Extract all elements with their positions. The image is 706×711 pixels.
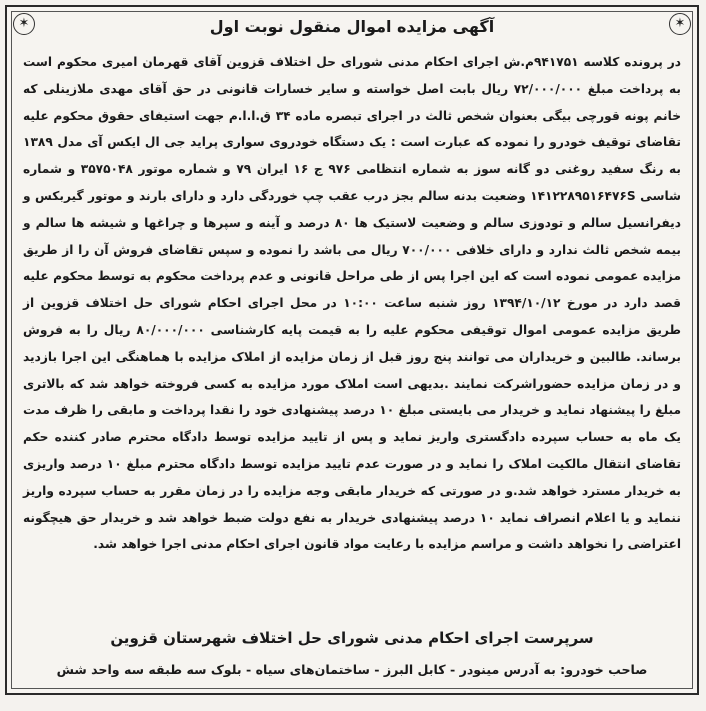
notice-signature: سرپرست اجرای احکام مدنی شورای حل اختلاف شهرستان قزوین	[110, 629, 594, 647]
notice-body: در پرونده کلاسه ۹۴۱۷۵۱م.ش اجرای احکام مدنی شورای حل اختلاف قزوین آقای قهرمان امیری محکوم است به پرداخت مبلغ ۷۲/۰۰۰/۰۰۰ ریال بابت اصل خواسته و سایر خسارات قانونی در حق آقای مهدی ملازینلی که خانم پونه قورچی بیگی بعنوان شخص ثالث در اجرای تبصره ماده ۳۴ ق.ا.ا.م جهت استیفای حقوق محکوم علیه تقاضای توقیف خودرو را نموده که عبارت است : یک دستگاه خودروی سواری پراید جی ال ایکس آی مدل ۱۳۸۹ به رنگ سفید روغنی دو گانه سوز به شماره انتظامی ۹۷۶ ج ۱۶ ایران ۷۹ و شماره موتور ۳۵۷۵۰۴۸ و شماره شاسی ۱۴۱۲۲۸۹۵۱۶۴۷۶S وضعیت بدنه سالم بجز درب عقب چپ خوردگی دارد و دارای بارند و موتور گیربکس و دیفرانسیل سالم و تودوزی سالم و وضعیت لاستیک ها ۸۰ درصد و آینه و سپرها و چراغها و شیشه ها سالم و بیمه شخص ثالث ندارد و دارای خلافی ۷۰۰/۰۰۰ ریال می باشد را نموده و سپس تقاضای فروش آن را از طریق مزایده عمومی نموده است که این اجرا پس از طی مراحل قانونی و عدم پرداخت محکوم به توسط محکوم علیه قصد دارد در مورخ ۱۳۹۴/۱۰/۱۲ روز شنبه ساعت ۱۰:۰۰ در محل اجرای احکام شورای حل اختلاف قزوین از طریق مزایده عمومی اموال توقیفی محکوم علیه را به قیمت پایه کارشناسی ۸۰/۰۰۰/۰۰۰ ریال را به فروش برساند. طالبین و خریداران می توانند پنج روز قبل از زمان مزایده از املاک مزایده با هماهنگی این اجرا بازدید و در زمان مزایده حضوراشرکت نمایند .بدیهی است املاک مورد مزایده به کسی فروخته خواهد شد که بالاتری مبلغ را پیشنهاد نماید و خریدار می بایستی مبلغ ۱۰ درصد پیشنهادی خود را نقدا پرداخت و مابقی را ظرف مدت یک ماه به حساب سپرده دادگستری واریز نماید و پس از تایید مزایده توسط دادگاه محترم صادر کننده حکم تقاضای انتقال مالکیت املاک را نماید و در صورت عدم تایید مزایده توسط دادگاه محترم مبلغ ۱۰ درصد واریزی به خریدار مسترد خواهد شد.و در صورتی که خریدار مابقی وجه مزایده را در زمان مقرر به حساب سپرده واریز ننماید و یا اعلام انصراف نماید ۱۰ درصد پیشنهادی خریدار به نفع دولت ضبط خواهد شد و خریدار حق هیچگونه اعتراضی را نخواهد داشت و مراسم مزایده با رعایت مواد قانون اجرای احکام مدنی اجرا خواهد شد.	[23, 55, 682, 552]
notice-frame	[5, 5, 699, 695]
notice-title: آگهی مزایده اموال منقول نوبت اول	[209, 17, 495, 36]
owner-address: صاحب خودرو: به آدرس مینودر - کابل البرز - ساختمان‌های سیاه - بلوک سه طبقه سه واحد شش	[56, 662, 648, 677]
corner-star-icon: ✶	[13, 13, 35, 35]
corner-star-icon: ✶	[669, 13, 691, 35]
